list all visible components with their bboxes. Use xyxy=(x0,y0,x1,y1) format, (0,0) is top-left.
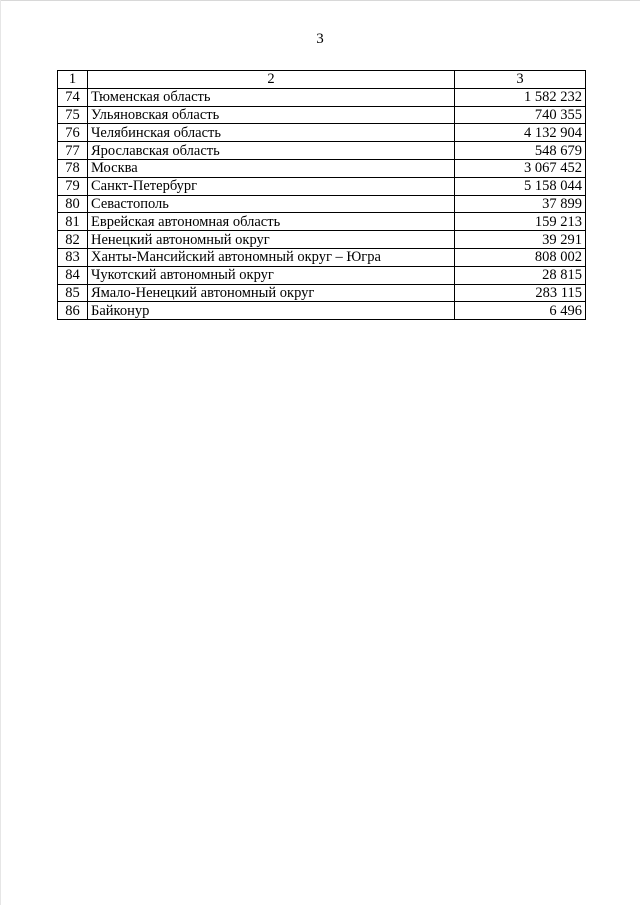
region-name: Чукотский автономный округ xyxy=(88,266,455,284)
table-row xyxy=(58,142,586,160)
table-row xyxy=(58,231,586,249)
table-row xyxy=(58,124,586,142)
region-value: 3 067 452 xyxy=(455,159,586,177)
row-number: 76 xyxy=(58,124,88,142)
region-value: 548 679 xyxy=(455,142,586,160)
region-value: 1 582 232 xyxy=(455,88,586,106)
region-value: 28 815 xyxy=(455,266,586,284)
table-header-row xyxy=(58,71,586,89)
region-name: Ульяновская область xyxy=(88,106,455,124)
row-number: 82 xyxy=(58,231,88,249)
row-number: 75 xyxy=(58,106,88,124)
table-row xyxy=(58,159,586,177)
row-number: 74 xyxy=(58,88,88,106)
row-number: 81 xyxy=(58,213,88,231)
row-number: 79 xyxy=(58,177,88,195)
region-value: 6 496 xyxy=(455,302,586,320)
table-row xyxy=(58,177,586,195)
column-header-region: 2 xyxy=(88,71,455,89)
region-value: 4 132 904 xyxy=(455,124,586,142)
region-value: 39 291 xyxy=(455,231,586,249)
row-number: 84 xyxy=(58,266,88,284)
table-row xyxy=(58,213,586,231)
row-number: 85 xyxy=(58,284,88,302)
region-name: Челябинская область xyxy=(88,124,455,142)
page-left-edge xyxy=(0,0,1,905)
table-row xyxy=(58,284,586,302)
region-name: Санкт-Петербург xyxy=(88,177,455,195)
regions-table xyxy=(57,70,586,320)
table-row xyxy=(58,88,586,106)
row-number: 86 xyxy=(58,302,88,320)
row-number: 77 xyxy=(58,142,88,160)
region-name: Ненецкий автономный округ xyxy=(88,231,455,249)
region-value: 37 899 xyxy=(455,195,586,213)
region-value: 283 115 xyxy=(455,284,586,302)
region-value: 740 355 xyxy=(455,106,586,124)
region-name: Ярославская область xyxy=(88,142,455,160)
region-name: Москва xyxy=(88,159,455,177)
page-top-edge xyxy=(0,0,640,1)
table-row xyxy=(58,106,586,124)
column-header-value: 3 xyxy=(455,71,586,89)
table-row xyxy=(58,248,586,266)
row-number: 80 xyxy=(58,195,88,213)
region-value: 808 002 xyxy=(455,248,586,266)
table-row xyxy=(58,266,586,284)
row-number: 78 xyxy=(58,159,88,177)
region-name: Ханты-Мансийский автономный округ – Югра xyxy=(88,248,455,266)
region-name: Байконур xyxy=(88,302,455,320)
row-number: 83 xyxy=(58,248,88,266)
column-header-number: 1 xyxy=(58,71,88,89)
region-name: Еврейская автономная область xyxy=(88,213,455,231)
table-row xyxy=(58,195,586,213)
region-value: 159 213 xyxy=(455,213,586,231)
page-number: 3 xyxy=(316,31,324,47)
table-row xyxy=(58,302,586,320)
region-name: Севастополь xyxy=(88,195,455,213)
region-value: 5 158 044 xyxy=(455,177,586,195)
region-name: Тюменская область xyxy=(88,88,455,106)
region-name: Ямало-Ненецкий автономный округ xyxy=(88,284,455,302)
